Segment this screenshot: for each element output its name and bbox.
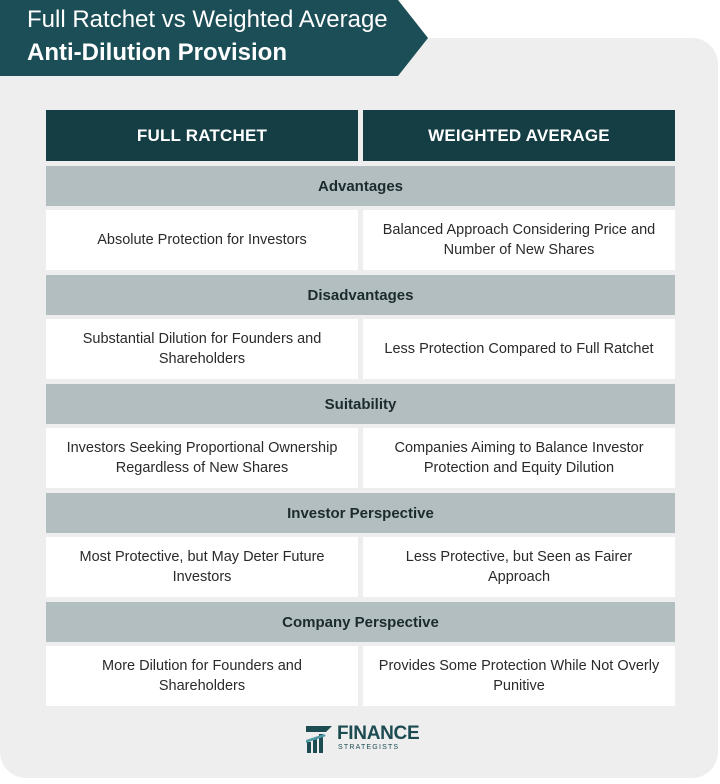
table-row: [46, 428, 675, 488]
table-row: [46, 319, 675, 379]
table-header-row: [46, 110, 675, 161]
section-investor-perspective: [46, 493, 675, 597]
banner-title: Full Ratchet vs Weighted Average: [27, 6, 388, 33]
section-title: Disadvantages: [46, 275, 675, 315]
title-banner: [0, 0, 428, 76]
logo-tagline: STRATEGISTS: [338, 744, 400, 751]
section-title: Suitability: [46, 384, 675, 424]
comparison-table: [46, 110, 675, 711]
section-advantages: [46, 166, 675, 270]
cell-full-ratchet: More Dilution for Founders and Shareholders: [46, 646, 358, 706]
cell-weighted-average: Balanced Approach Considering Price and Number of New Shares: [363, 210, 675, 270]
cell-full-ratchet: Substantial Dilution for Founders and Shareholders: [46, 319, 358, 379]
table-row: [46, 537, 675, 597]
section-disadvantages: [46, 275, 675, 379]
cell-weighted-average: Provides Some Protection While Not Overly Punitive: [363, 646, 675, 706]
header-full-ratchet: FULL RATCHET: [46, 110, 358, 161]
table-row: [46, 646, 675, 706]
section-title: Advantages: [46, 166, 675, 206]
section-company-perspective: [46, 602, 675, 706]
cell-weighted-average: Less Protection Compared to Full Ratchet: [363, 319, 675, 379]
section-suitability: [46, 384, 675, 488]
section-title: Investor Perspective: [46, 493, 675, 533]
table-row: [46, 210, 675, 270]
logo-wordmark: FINANCE: [337, 723, 420, 744]
section-title: Company Perspective: [46, 602, 675, 642]
cell-weighted-average: Companies Aiming to Balance Investor Protection and Equity Dilution: [363, 428, 675, 488]
cell-full-ratchet: Absolute Protection for Investors: [46, 210, 358, 270]
cell-full-ratchet: Most Protective, but May Deter Future Investors: [46, 537, 358, 597]
finance-strategists-logo: [304, 722, 434, 756]
cell-weighted-average: Less Protective, but Seen as Fairer Approach: [363, 537, 675, 597]
banner-subtitle: Anti-Dilution Provision: [27, 39, 287, 66]
finance-strategists-logo-icon: [304, 724, 334, 754]
cell-full-ratchet: Investors Seeking Proportional Ownership Regardless of New Shares: [46, 428, 358, 488]
header-weighted-average: WEIGHTED AVERAGE: [363, 110, 675, 161]
